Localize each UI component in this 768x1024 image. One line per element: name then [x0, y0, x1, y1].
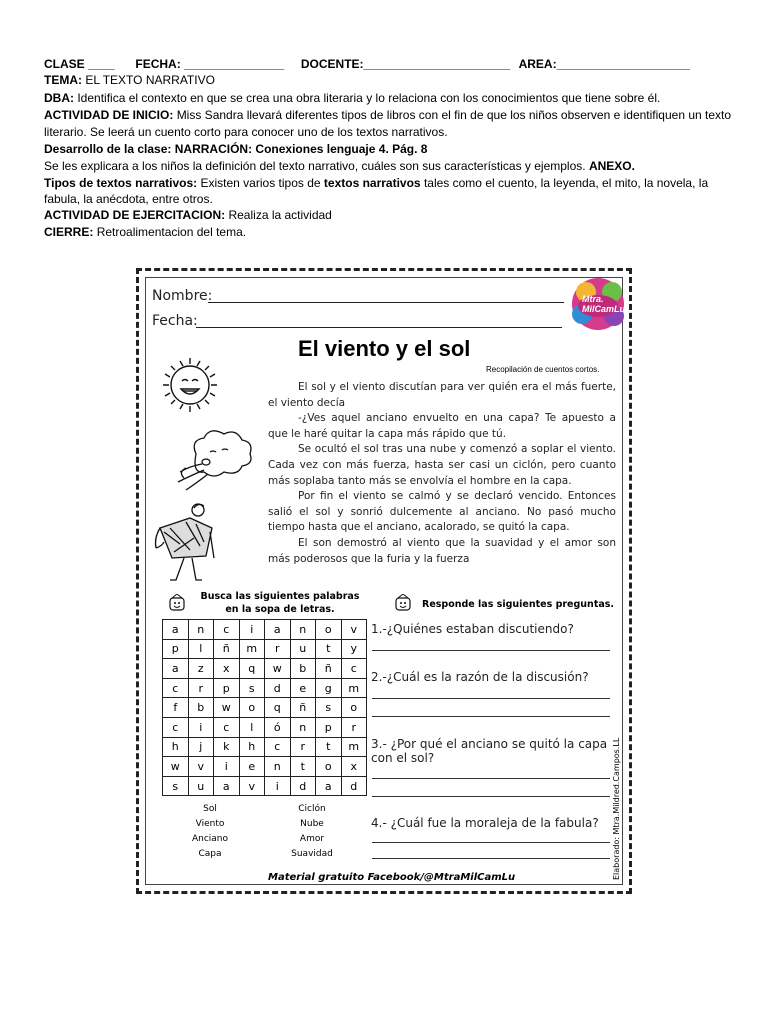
grid-row [163, 659, 367, 679]
grid-cell[interactable]: i [265, 776, 291, 796]
grid-cell[interactable]: b [188, 698, 214, 718]
grid-cell[interactable]: d [265, 678, 291, 698]
word-item: Sol [203, 804, 217, 814]
grid-cell[interactable]: i [239, 620, 265, 640]
answer-line[interactable] [372, 778, 610, 779]
story-text [268, 380, 616, 567]
grid-cell[interactable]: r [341, 717, 367, 737]
grid-cell[interactable]: f [163, 698, 189, 718]
logo-text: Mtra. MilCamLu [582, 294, 626, 314]
grid-cell[interactable]: l [239, 717, 265, 737]
tema-line [44, 72, 734, 88]
cierre-line [44, 224, 734, 240]
story-paragraph: El son demostró al viento que la suavidad y el amor son más poderosos que la furia y la fuerza [268, 536, 616, 565]
footer-credit: Material gratuito Facebook/@MtraMilCamLu [268, 872, 516, 883]
grid-cell[interactable]: r [290, 737, 316, 757]
grid-cell[interactable]: d [341, 776, 367, 796]
answer-line[interactable] [372, 796, 610, 797]
grid-cell[interactable]: m [341, 678, 367, 698]
word-list-left [170, 802, 250, 862]
question-1: 1.-¿Quiénes estaban discutiendo? [371, 622, 574, 636]
desarrollo-line [44, 141, 734, 157]
grid-cell[interactable]: l [188, 639, 214, 659]
grid-cell[interactable]: r [265, 639, 291, 659]
author-credit: Elaborado: Mtra.Mildred.Campos.LL [612, 737, 621, 880]
dba-value: Identifica el contexto en que se crea una obra literaria y lo relaciona con los conocimientos que tiene sobre él. [77, 91, 661, 105]
grid-cell[interactable]: e [239, 757, 265, 777]
tipos-line [44, 175, 734, 207]
grid-cell[interactable]: o [341, 698, 367, 718]
nombre-label: Nombre: [152, 288, 213, 304]
grid-cell[interactable]: m [239, 639, 265, 659]
grid-cell[interactable]: v [188, 757, 214, 777]
tipos-label: Tipos de textos narrativos: [44, 176, 198, 190]
fecha-label: FECHA: _______________ [135, 57, 285, 71]
word-list-right [272, 802, 352, 862]
ejercitacion-line [44, 207, 734, 223]
grid-cell[interactable]: w [265, 659, 291, 679]
grid-cell[interactable]: a [265, 620, 291, 640]
grid-cell[interactable]: c [214, 620, 240, 640]
tipos-pre: Existen varios tipos de [200, 176, 321, 190]
inicio-line [44, 107, 734, 141]
answer-line[interactable] [372, 650, 610, 651]
grid-cell[interactable]: n [265, 757, 291, 777]
desarrollo-label: Desarrollo de la clase: [44, 142, 172, 156]
grid-cell[interactable]: p [316, 717, 342, 737]
grid-cell[interactable]: r [188, 678, 214, 698]
grid-cell[interactable]: q [265, 698, 291, 718]
grid-cell[interactable]: m [341, 737, 367, 757]
grid-cell[interactable]: i [214, 757, 240, 777]
ejercitacion-value: Realiza la actividad [228, 208, 332, 222]
grid-cell[interactable]: o [316, 620, 342, 640]
grid-cell[interactable]: x [214, 659, 240, 679]
grid-cell[interactable]: n [290, 620, 316, 640]
cierre-value: Retroalimentacion del tema. [96, 225, 247, 239]
story-paragraph: Se ocultó el sol tras una nube y comenzó a soplar el viento. Cada vez con más fuerza, hasta ser casi un ciclón, pero cuanto más soplaba tanto más se envolvía el hombre en la capa. [268, 443, 616, 487]
grid-cell[interactable]: n [290, 717, 316, 737]
grid-cell[interactable]: k [214, 737, 240, 757]
dba-line [44, 90, 734, 106]
docente-label: DOCENTE:______________________ [300, 57, 511, 71]
grid-cell[interactable]: ó [265, 717, 291, 737]
pencil-icon [394, 594, 412, 612]
word-item: Suavidad [291, 849, 333, 859]
grid-cell[interactable]: p [214, 678, 240, 698]
grid-cell[interactable]: z [188, 659, 214, 679]
grid-cell[interactable]: i [188, 717, 214, 737]
grid-cell[interactable]: t [316, 639, 342, 659]
grid-cell[interactable]: c [163, 678, 189, 698]
grid-cell[interactable]: a [214, 776, 240, 796]
ejercitacion-label: ACTIVIDAD DE EJERCITACION: [44, 208, 226, 222]
grid-cell[interactable]: ñ [214, 639, 240, 659]
grid-cell[interactable]: s [163, 776, 189, 796]
grid-cell[interactable]: o [316, 757, 342, 777]
grid-cell[interactable]: a [316, 776, 342, 796]
grid-cell[interactable]: a [163, 620, 189, 640]
grid-row [163, 620, 367, 640]
grid-cell[interactable]: o [239, 698, 265, 718]
grid-cell[interactable]: c [265, 737, 291, 757]
desarrollo-value: NARRACIÓN: Conexiones lenguaje 4. Pág. 8 [174, 142, 428, 156]
grid-row [163, 639, 367, 659]
inicio-label: ACTIVIDAD DE INICIO: [44, 108, 174, 122]
grid-cell[interactable]: v [341, 620, 367, 640]
grid-cell[interactable]: s [239, 678, 265, 698]
grid-row [163, 776, 367, 796]
grid-cell[interactable]: e [290, 678, 316, 698]
grid-cell[interactable]: u [188, 776, 214, 796]
grid-cell[interactable]: t [290, 757, 316, 777]
story-title: El viento y el sol [298, 336, 471, 361]
story-subtitle: Recopilación de cuentos cortos. [486, 365, 600, 374]
grid-cell[interactable]: t [316, 737, 342, 757]
story-paragraph: -¿Ves aquel anciano envuelto en una capa? Te apuesto a que le haré quitar la capa más rápido que tú. [268, 412, 616, 440]
inicio-value: Miss Sandra llevará diferentes tipos de libros con el fin de que los niños observen e identifiquen un texto literario. Se leerá un cuento corto para conocer uno de los textos narrativos. [44, 108, 732, 139]
explicacion-line [44, 158, 734, 174]
header-row [44, 56, 734, 72]
grid-cell[interactable]: s [316, 698, 342, 718]
grid-cell[interactable]: x [341, 757, 367, 777]
fecha-ws-label: Fecha: [152, 313, 198, 329]
old-man-icon [150, 498, 222, 584]
word-item: Amor [299, 834, 325, 844]
tipos-bold: textos narrativos [323, 176, 421, 190]
grid-cell[interactable]: d [290, 776, 316, 796]
answer-line[interactable] [372, 716, 610, 717]
grid-cell[interactable]: b [290, 659, 316, 679]
word-item: Viento [195, 819, 225, 829]
grid-cell[interactable]: p [163, 639, 189, 659]
word-item: Anciano [191, 834, 229, 844]
grid-cell[interactable]: q [239, 659, 265, 679]
fecha-ws-line[interactable] [196, 327, 562, 328]
story-paragraph: El sol y el viento discutían para ver quién era el más fuerte, el viento decía [268, 381, 616, 409]
answer-line[interactable] [372, 842, 610, 843]
grid-row [163, 757, 367, 777]
grid-cell[interactable]: v [239, 776, 265, 796]
word-item: Capa [198, 849, 222, 859]
word-item: Nube [300, 819, 324, 829]
grid-cell[interactable]: c [214, 717, 240, 737]
grid-cell[interactable]: u [290, 639, 316, 659]
dba-label: DBA: [44, 91, 74, 105]
grid-row [163, 717, 367, 737]
word-search-grid [162, 619, 367, 796]
grid-row [163, 678, 367, 698]
sun-icon [156, 352, 224, 418]
clase-label: CLASE ____ [44, 57, 115, 71]
wordsearch-title-2: en la sopa de letras. [225, 604, 335, 615]
grid-cell[interactable]: ñ [290, 698, 316, 718]
tipos-post: tales como el cuento, la leyenda, el mito, la novela, la fabula, la anécdota, entre otros. [44, 176, 709, 206]
tema-value: EL TEXTO NARRATIVO [85, 73, 215, 87]
grid-cell[interactable]: w [214, 698, 240, 718]
grid-row [163, 737, 367, 757]
explicacion-value: Se les explicara a los niños la definición del texto narrativo, cuáles son sus características y ejemplos. [44, 159, 586, 173]
grid-cell[interactable]: c [163, 717, 189, 737]
grid-cell[interactable]: ñ [316, 659, 342, 679]
area-label: AREA:____________________ [518, 57, 691, 71]
questions-title: Responde las siguientes preguntas. [422, 599, 615, 610]
grid-cell[interactable]: n [188, 620, 214, 640]
wordsearch-title-1: Busca las siguientes palabras [200, 591, 360, 602]
word-item: Ciclón [298, 804, 326, 814]
grid-cell[interactable]: h [239, 737, 265, 757]
pencil-icon [168, 594, 186, 612]
grid-cell[interactable]: w [163, 757, 189, 777]
wordsearch-title [190, 590, 370, 616]
question-4: 4.- ¿Cuál fue la moraleja de la fabula? [371, 816, 599, 830]
anexo-label: ANEXO. [588, 159, 635, 173]
grid-cell[interactable]: c [341, 659, 367, 679]
wind-cloud-icon [176, 424, 260, 496]
grid-row [163, 698, 367, 718]
grid-cell[interactable]: a [163, 659, 189, 679]
grid-cell[interactable]: g [316, 678, 342, 698]
answer-line[interactable] [372, 698, 610, 699]
tema-label: TEMA: [44, 73, 82, 87]
question-2: 2.-¿Cuál es la razón de la discusión? [371, 670, 589, 684]
question-3: 3.- ¿Por qué el anciano se quitó la capa con el sol? [371, 737, 608, 765]
grid-cell[interactable]: j [188, 737, 214, 757]
cierre-label: CIERRE: [44, 225, 94, 239]
grid-cell[interactable]: y [341, 639, 367, 659]
story-paragraph: Por fin el viento se calmó y se declaró vencido. Entonces salió el sol y sonrió dulcemente al anciano. No pasó mucho tiempo hasta que el anciano, acalorado, se quitó la capa. [268, 490, 616, 534]
nombre-line[interactable] [208, 302, 564, 303]
grid-cell[interactable]: h [163, 737, 189, 757]
answer-line[interactable] [372, 858, 610, 859]
